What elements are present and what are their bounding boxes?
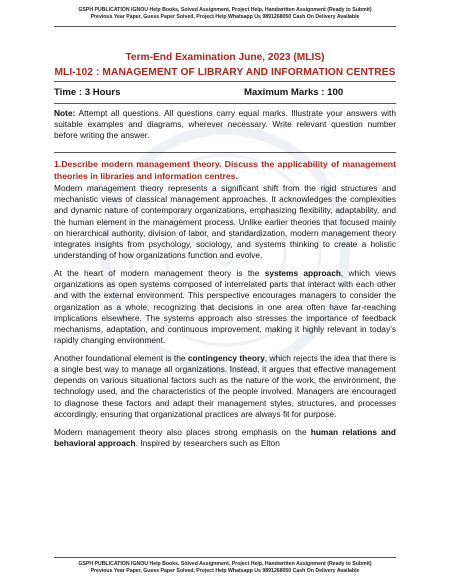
answer-paragraph [54, 427, 396, 449]
exam-note [54, 108, 396, 142]
paragraph-emphasis: contingency theory [187, 352, 265, 363]
paragraph-text: Another foundational element is the [54, 352, 188, 363]
answer-paragraph [54, 268, 396, 346]
paragraph-text: , which rejects the idea that there is a single best way to manage all organizations. Instead, it argues that effective management depends on various situational factors such as the nature of the work, the environment, the technology used, and the characteristics of the people involved. Managers are encouraged to diagnose these factors and adapt their management styles, structures, and processes accordingly, ensuring that organizational practices are always fit for purpose. [54, 352, 396, 419]
note-text: Attempt all questions. All questions carry equal marks. Illustrate your answers with suitable examples and diagrams, wherever necessary. Write relevant question number before writing the answer. [54, 108, 396, 141]
paragraph-text: , which views organizations as open systems composed of interrelated parts that interact with each other and with the external environment. This perspective encourages managers to consider the organization as a whole, recognizing that decisions in one area often have far-reaching implications elsewhere. The systems approach also stresses the importance of feedback mechanisms, adaptation, and continuous improvement, making it highly relevant in today’s rapidly changing environment. [54, 267, 396, 346]
paragraph-text: . Inspired by researchers such as Elton [135, 437, 280, 448]
time-label: Time : 3 Hours [54, 87, 121, 98]
exam-title: Term-End Examination June, 2023 (MLIS) [125, 52, 325, 63]
footer-line-2: Previous Year Paper, Guess Paper Solved, Project Help Whatsapp Us 9891268050 Cash On Delivery Available [90, 568, 360, 574]
title-divider [54, 81, 396, 82]
header-divider [54, 26, 396, 27]
course-title: MLI-102 : MANAGEMENT OF LIBRARY AND INFORMATION CENTRES [54, 67, 396, 78]
paragraph-text: Modern management theory also places strong emphasis on the [54, 426, 311, 437]
footer-divider [54, 557, 396, 558]
header-line-1: GSPH PUBLICATION IGNOU Help Books, Solved Assignment, Project Help, Handwritten Assignment (Ready to Submit) [78, 7, 372, 13]
header-line-2: Previous Year Paper, Guess Paper Solved, Project Help Whatsapp Us 9891268050 Cash On Delivery Available [90, 14, 360, 20]
max-marks-label: Maximum Marks : 100 [244, 87, 344, 98]
question-heading: 1.Describe modern management theory. Discuss the applicability of management theories in libraries and information centres. [54, 159, 396, 181]
meta-divider [54, 103, 396, 104]
answer-paragraph [54, 353, 396, 420]
note-divider [54, 152, 396, 153]
answer-paragraph [54, 183, 396, 261]
exam-meta [54, 87, 396, 101]
answer-body [54, 183, 396, 455]
page-header [20, 7, 430, 21]
paragraph-emphasis: human relations and behavioral approach [54, 426, 396, 448]
note-label: Note: [54, 108, 76, 118]
paragraph-text: At the heart of modern management theory is the [54, 267, 265, 278]
paragraph-text: Modern management theory represents a significant shift from the rigid structures and mechanistic views of classical management approaches. It acknowledges the complexities and dynamic nature of contemporary organizations, emphasizing flexibility, adaptability, and the human element in the management process. Unlike earlier theories that focused mainly on hierarchical authority, division of labor, and standardization, modern management theory integrates insights from psychology, sociology, and systems thinking to create a holistic understanding of how organizations function and evolve. [54, 183, 396, 261]
footer-line-1: GSPH PUBLICATION IGNOU Help Books, Solved Assignment, Project Help, Handwritten Assignment (Ready to Submit) [78, 561, 372, 567]
page-footer [20, 561, 430, 575]
paragraph-emphasis: systems approach [264, 267, 341, 278]
